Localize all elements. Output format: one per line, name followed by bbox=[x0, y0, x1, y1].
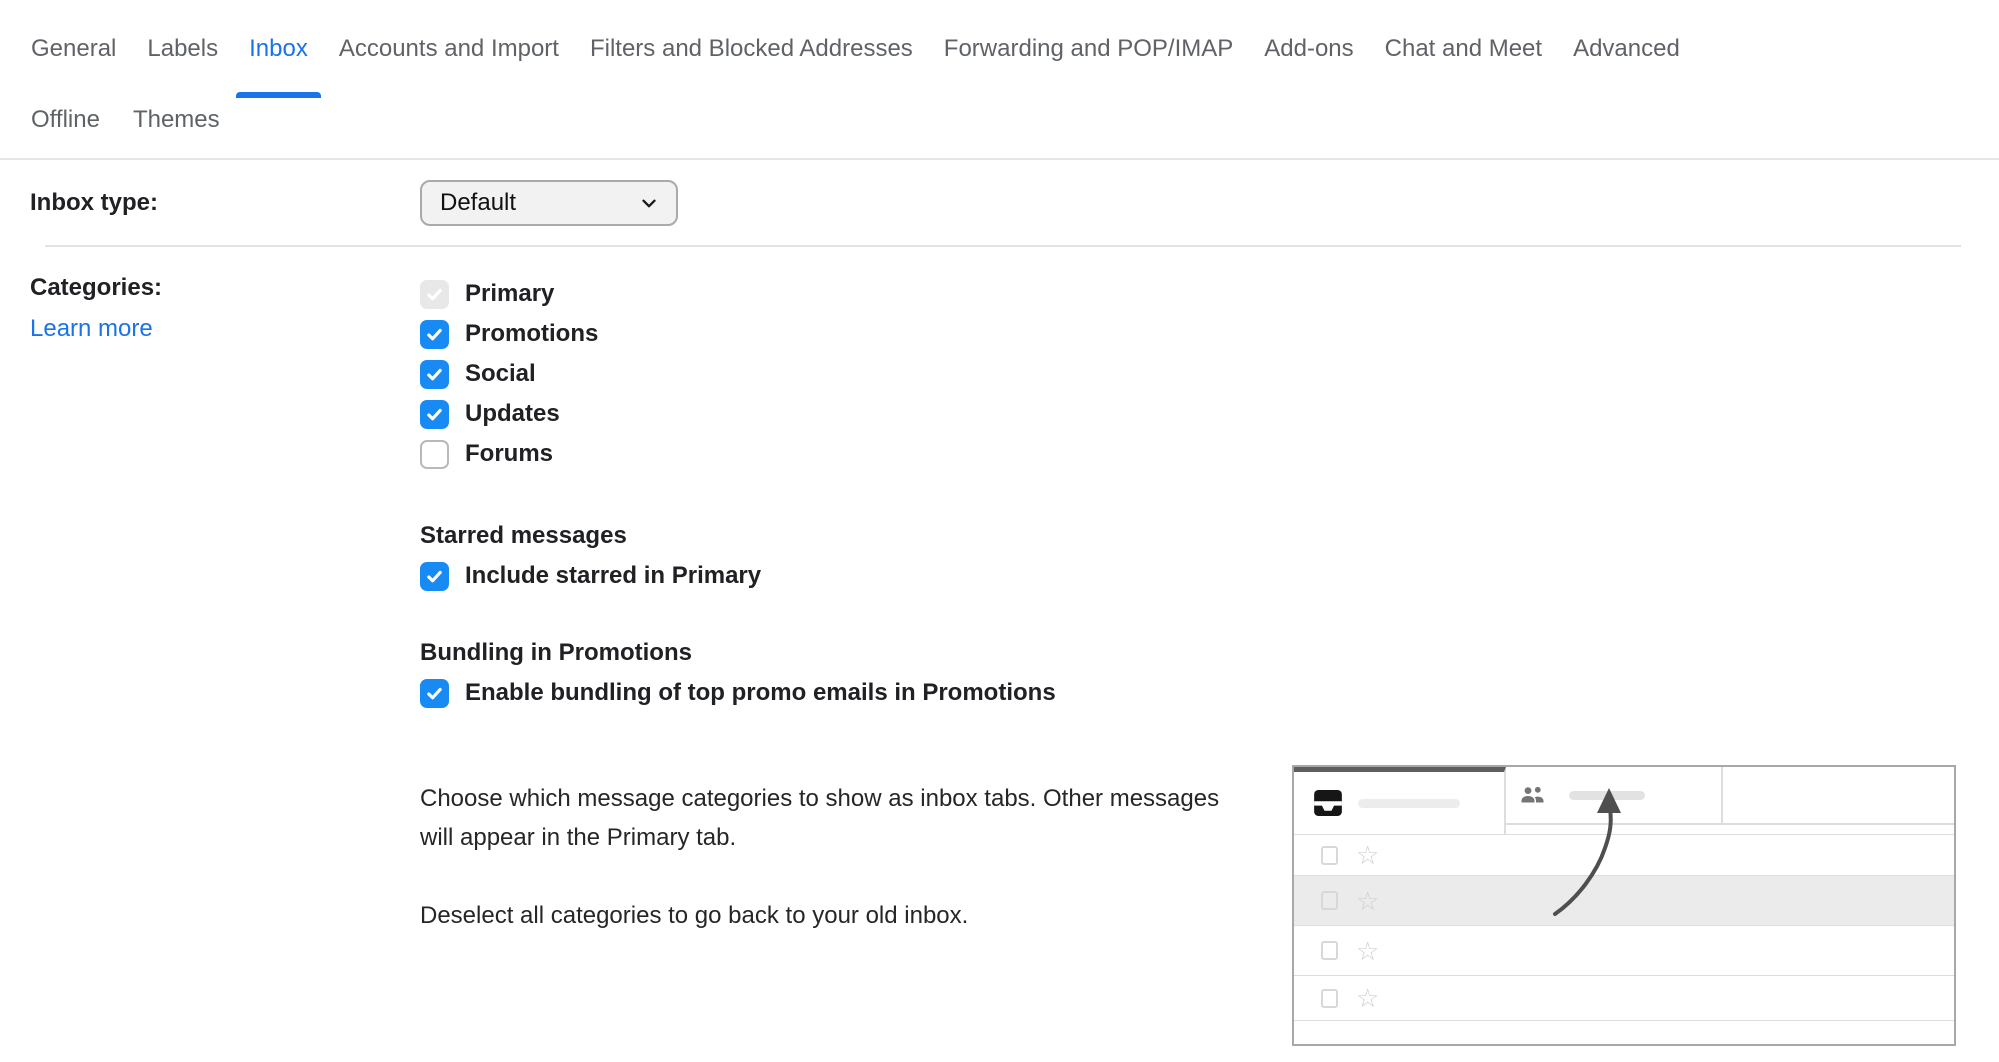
enable-bundling-label: Enable bundling of top promo emails in Promotions bbox=[465, 679, 1056, 706]
starred-row bbox=[420, 556, 1956, 596]
include-starred-checkbox[interactable] bbox=[420, 562, 449, 591]
placeholder-bar bbox=[1358, 799, 1460, 808]
tab-add-ons[interactable]: Add-ons bbox=[1264, 35, 1354, 62]
description-paragraph-2: Deselect all categories to go back to your old inbox. bbox=[420, 902, 969, 929]
description-paragraph-1: Choose which message categories to show as inbox tabs. Other messages will appear in the Primary tab. bbox=[420, 785, 1220, 851]
checkbox-outline-icon bbox=[1321, 846, 1338, 865]
category-row-social bbox=[420, 354, 1956, 394]
starred-messages-heading: Starred messages bbox=[420, 522, 627, 549]
description-area bbox=[420, 779, 1956, 1046]
checkbox-outline-icon bbox=[1321, 891, 1338, 910]
illustration-message-list bbox=[1294, 834, 1954, 1044]
primary-checkbox-label: Primary bbox=[465, 280, 555, 307]
tab-accounts-and-import[interactable]: Accounts and Import bbox=[338, 35, 559, 62]
tab-labels[interactable]: Labels bbox=[147, 35, 219, 62]
star-icon: ☆ bbox=[1356, 935, 1380, 966]
tab-chat-and-meet[interactable]: Chat and Meet bbox=[1384, 35, 1543, 62]
inbox-type-selected-value: Default bbox=[440, 188, 517, 216]
illustration-message-row bbox=[1294, 926, 1954, 976]
promotions-checkbox-label: Promotions bbox=[465, 320, 599, 347]
illustration-primary-tab bbox=[1294, 767, 1506, 834]
learn-more-link[interactable]: Learn more bbox=[30, 315, 153, 342]
illustration-message-row bbox=[1294, 976, 1954, 1021]
social-checkbox-label: Social bbox=[465, 360, 536, 387]
tab-themes[interactable]: Themes bbox=[132, 106, 220, 133]
star-icon: ☆ bbox=[1356, 983, 1380, 1013]
updates-checkbox[interactable] bbox=[420, 400, 449, 429]
inbox-type-label: Inbox type: bbox=[30, 188, 159, 216]
inbox-type-row bbox=[0, 160, 1999, 245]
primary-checkbox bbox=[420, 280, 449, 309]
people-icon bbox=[1521, 786, 1547, 804]
tab-filters-and-blocked-addresses[interactable]: Filters and Blocked Addresses bbox=[589, 35, 913, 62]
inbox-tabs-illustration bbox=[1292, 765, 1956, 1046]
forums-checkbox[interactable] bbox=[420, 440, 449, 469]
updates-checkbox-label: Updates bbox=[465, 400, 560, 427]
bundling-row bbox=[420, 673, 1956, 713]
illustration-empty-row bbox=[1294, 1021, 1954, 1045]
tab-advanced[interactable]: Advanced bbox=[1573, 35, 1680, 62]
forums-checkbox-label: Forums bbox=[465, 440, 554, 467]
category-row-forums bbox=[420, 434, 1956, 474]
settings-tab-bar-row2 bbox=[0, 98, 1999, 158]
description-text bbox=[420, 779, 1220, 1046]
illustration-message-row bbox=[1294, 835, 1954, 876]
settings-tab-bar bbox=[0, 0, 1999, 98]
categories-controls bbox=[420, 274, 1956, 1046]
bundling-heading: Bundling in Promotions bbox=[420, 639, 692, 666]
promotions-checkbox[interactable] bbox=[420, 320, 449, 349]
tab-forwarding-and-pop-imap[interactable]: Forwarding and POP/IMAP bbox=[943, 35, 1234, 62]
illustration-empty-tab bbox=[1723, 767, 1954, 825]
enable-bundling-checkbox[interactable] bbox=[420, 679, 449, 708]
category-row-primary bbox=[420, 274, 1956, 314]
star-icon: ☆ bbox=[1356, 885, 1380, 916]
include-starred-label: Include starred in Primary bbox=[465, 562, 762, 589]
categories-section bbox=[0, 247, 1999, 1046]
category-row-promotions bbox=[420, 314, 1956, 354]
social-checkbox[interactable] bbox=[420, 360, 449, 389]
checkbox-outline-icon bbox=[1321, 989, 1338, 1008]
illustration-social-tab bbox=[1506, 767, 1723, 825]
inbox-icon bbox=[1314, 790, 1342, 816]
illustration-message-row-highlighted bbox=[1294, 876, 1954, 926]
placeholder-bar bbox=[1569, 791, 1645, 800]
tab-inbox[interactable]: Inbox bbox=[249, 0, 308, 98]
tab-general[interactable]: General bbox=[31, 35, 117, 62]
star-icon: ☆ bbox=[1356, 840, 1380, 870]
chevron-down-icon bbox=[638, 192, 660, 214]
inbox-type-select[interactable] bbox=[420, 180, 678, 226]
categories-label: Categories: bbox=[30, 274, 163, 301]
tab-offline[interactable]: Offline bbox=[31, 106, 100, 133]
category-row-updates bbox=[420, 394, 1956, 434]
checkbox-outline-icon bbox=[1321, 941, 1338, 960]
